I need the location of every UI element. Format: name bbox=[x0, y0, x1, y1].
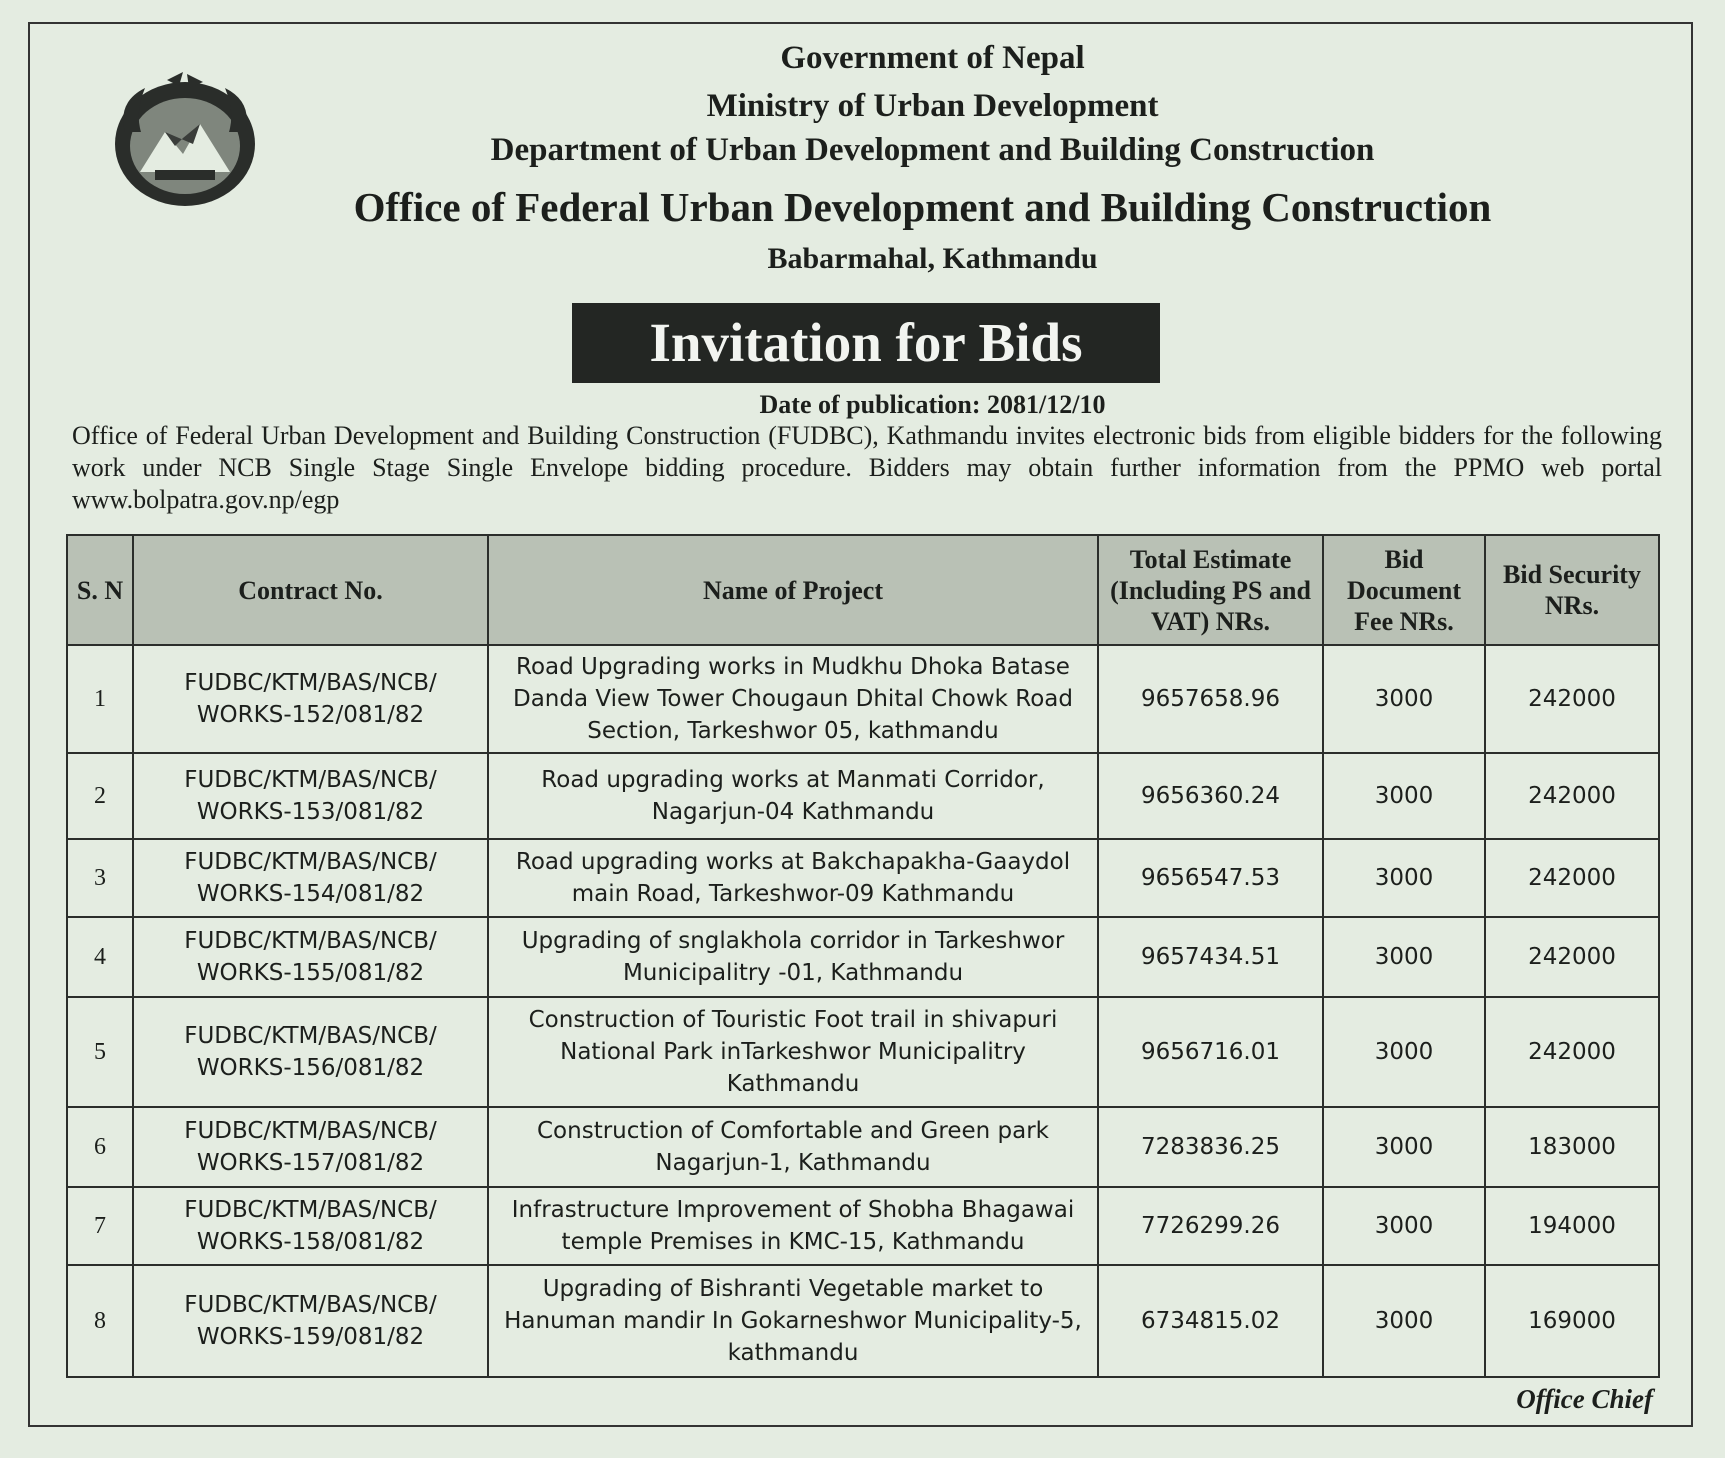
cell-project-name: Road upgrading works at Bakchapakha-Gaaydol main Road, Tarkeshwor-09 Kathmandu bbox=[488, 839, 1098, 917]
department-heading: Department of Urban Development and Building Construction bbox=[490, 132, 1375, 168]
table-row bbox=[67, 753, 1659, 839]
cell-document-fee: 3000 bbox=[1323, 1187, 1485, 1265]
cell-bid-security: 169000 bbox=[1485, 1265, 1659, 1377]
cell-document-fee: 3000 bbox=[1323, 997, 1485, 1107]
cell-total-estimate: 9656547.53 bbox=[1098, 839, 1323, 917]
cell-contract-no: FUDBC/KTM/BAS/NCB/ WORKS-157/081/82 bbox=[133, 1107, 488, 1187]
cell-sn: 1 bbox=[67, 645, 133, 753]
cell-project-name: Construction of Comfortable and Green park Nagarjun-1, Kathmandu bbox=[488, 1107, 1098, 1187]
cell-project-name: Road Upgrading works in Mudkhu Dhoka Batase Danda View Tower Chougaun Dhital Chowk Road Section, Tarkeshwor 05, kathmandu bbox=[488, 645, 1098, 753]
cell-sn: 4 bbox=[67, 917, 133, 997]
cell-total-estimate: 9657434.51 bbox=[1098, 917, 1323, 997]
cell-contract-no: FUDBC/KTM/BAS/NCB/ WORKS-156/081/82 bbox=[133, 997, 488, 1107]
header-project-name: Name of Project bbox=[488, 535, 1098, 645]
cell-bid-security: 242000 bbox=[1485, 753, 1659, 839]
cell-bid-security: 194000 bbox=[1485, 1187, 1659, 1265]
cell-document-fee: 3000 bbox=[1323, 1265, 1485, 1377]
cell-bid-security: 242000 bbox=[1485, 645, 1659, 753]
cell-project-name: Upgrading of snglakhola corridor in Tarkeshwor Municipalitry -01, Kathmandu bbox=[488, 917, 1098, 997]
cell-bid-security: 242000 bbox=[1485, 997, 1659, 1107]
table-row bbox=[67, 839, 1659, 917]
cell-total-estimate: 6734815.02 bbox=[1098, 1265, 1323, 1377]
header-sn: S. N bbox=[67, 535, 133, 645]
publication-date: Date of publication: 2081/12/10 bbox=[759, 390, 1106, 419]
table-row bbox=[67, 997, 1659, 1107]
cell-total-estimate: 7726299.26 bbox=[1098, 1187, 1323, 1265]
cell-total-estimate: 9656360.24 bbox=[1098, 753, 1323, 839]
cell-bid-security: 242000 bbox=[1485, 839, 1659, 917]
cell-document-fee: 3000 bbox=[1323, 753, 1485, 839]
header-bid-security: Bid Security NRs. bbox=[1485, 535, 1659, 645]
table-row bbox=[67, 1107, 1659, 1187]
cell-sn: 5 bbox=[67, 997, 133, 1107]
office-heading: Office of Federal Urban Development and Building Construction bbox=[353, 184, 1492, 230]
government-heading: Government of Nepal bbox=[780, 40, 1085, 76]
table-row bbox=[67, 1187, 1659, 1265]
cell-contract-no: FUDBC/KTM/BAS/NCB/ WORKS-159/081/82 bbox=[133, 1265, 488, 1377]
table-row bbox=[67, 645, 1659, 753]
table-row bbox=[67, 1265, 1659, 1377]
cell-contract-no: FUDBC/KTM/BAS/NCB/ WORKS-154/081/82 bbox=[133, 839, 488, 917]
address-heading: Babarmahal, Kathmandu bbox=[767, 242, 1098, 275]
cell-sn: 6 bbox=[67, 1107, 133, 1187]
bids-table bbox=[66, 534, 1660, 1378]
table-header-row bbox=[67, 535, 1659, 645]
cell-sn: 2 bbox=[67, 753, 133, 839]
header-total-estimate: Total Estimate (Including PS and VAT) NRs. bbox=[1098, 535, 1323, 645]
cell-sn: 7 bbox=[67, 1187, 133, 1265]
cell-document-fee: 3000 bbox=[1323, 1107, 1485, 1187]
cell-total-estimate: 7283836.25 bbox=[1098, 1107, 1323, 1187]
cell-document-fee: 3000 bbox=[1323, 917, 1485, 997]
cell-project-name: Upgrading of Bishranti Vegetable market to Hanuman mandir In Gokarneshwor Municipality-5, kathmandu bbox=[488, 1265, 1098, 1377]
signature-office-chief: Office Chief bbox=[1516, 1384, 1653, 1414]
cell-document-fee: 3000 bbox=[1323, 645, 1485, 753]
header-document-fee: Bid Document Fee NRs. bbox=[1323, 535, 1485, 645]
cell-sn: 8 bbox=[67, 1265, 133, 1377]
cell-total-estimate: 9657658.96 bbox=[1098, 645, 1323, 753]
cell-project-name: Road upgrading works at Manmati Corridor, Nagarjun-04 Kathmandu bbox=[488, 753, 1098, 839]
header-contract-no: Contract No. bbox=[133, 535, 488, 645]
cell-contract-no: FUDBC/KTM/BAS/NCB/ WORKS-155/081/82 bbox=[133, 917, 488, 997]
cell-project-name: Construction of Touristic Foot trail in shivapuri National Park inTarkeshwor Municipalitry Kathmandu bbox=[488, 997, 1098, 1107]
ministry-heading: Ministry of Urban Development bbox=[706, 88, 1159, 124]
cell-sn: 3 bbox=[67, 839, 133, 917]
cell-total-estimate: 9656716.01 bbox=[1098, 997, 1323, 1107]
intro-paragraph: Office of Federal Urban Development and Building Construction (FUDBC), Kathmandu invites electronic bids from eligible bidders for the following work under NCB Single Stage Single Envelope bidding procedure. Bidders may obtain further information from the PPMO web portal www.bolpatra.gov.np/egp bbox=[72, 421, 1662, 514]
cell-bid-security: 242000 bbox=[1485, 917, 1659, 997]
cell-bid-security: 183000 bbox=[1485, 1107, 1659, 1187]
cell-contract-no: FUDBC/KTM/BAS/NCB/ WORKS-158/081/82 bbox=[133, 1187, 488, 1265]
table-row bbox=[67, 917, 1659, 997]
cell-contract-no: FUDBC/KTM/BAS/NCB/ WORKS-153/081/82 bbox=[133, 753, 488, 839]
cell-project-name: Infrastructure Improvement of Shobha Bhagawai temple Premises in KMC-15, Kathmandu bbox=[488, 1187, 1098, 1265]
cell-document-fee: 3000 bbox=[1323, 839, 1485, 917]
notice-title: Invitation for Bids bbox=[572, 303, 1160, 383]
cell-contract-no: FUDBC/KTM/BAS/NCB/ WORKS-152/081/82 bbox=[133, 645, 488, 753]
